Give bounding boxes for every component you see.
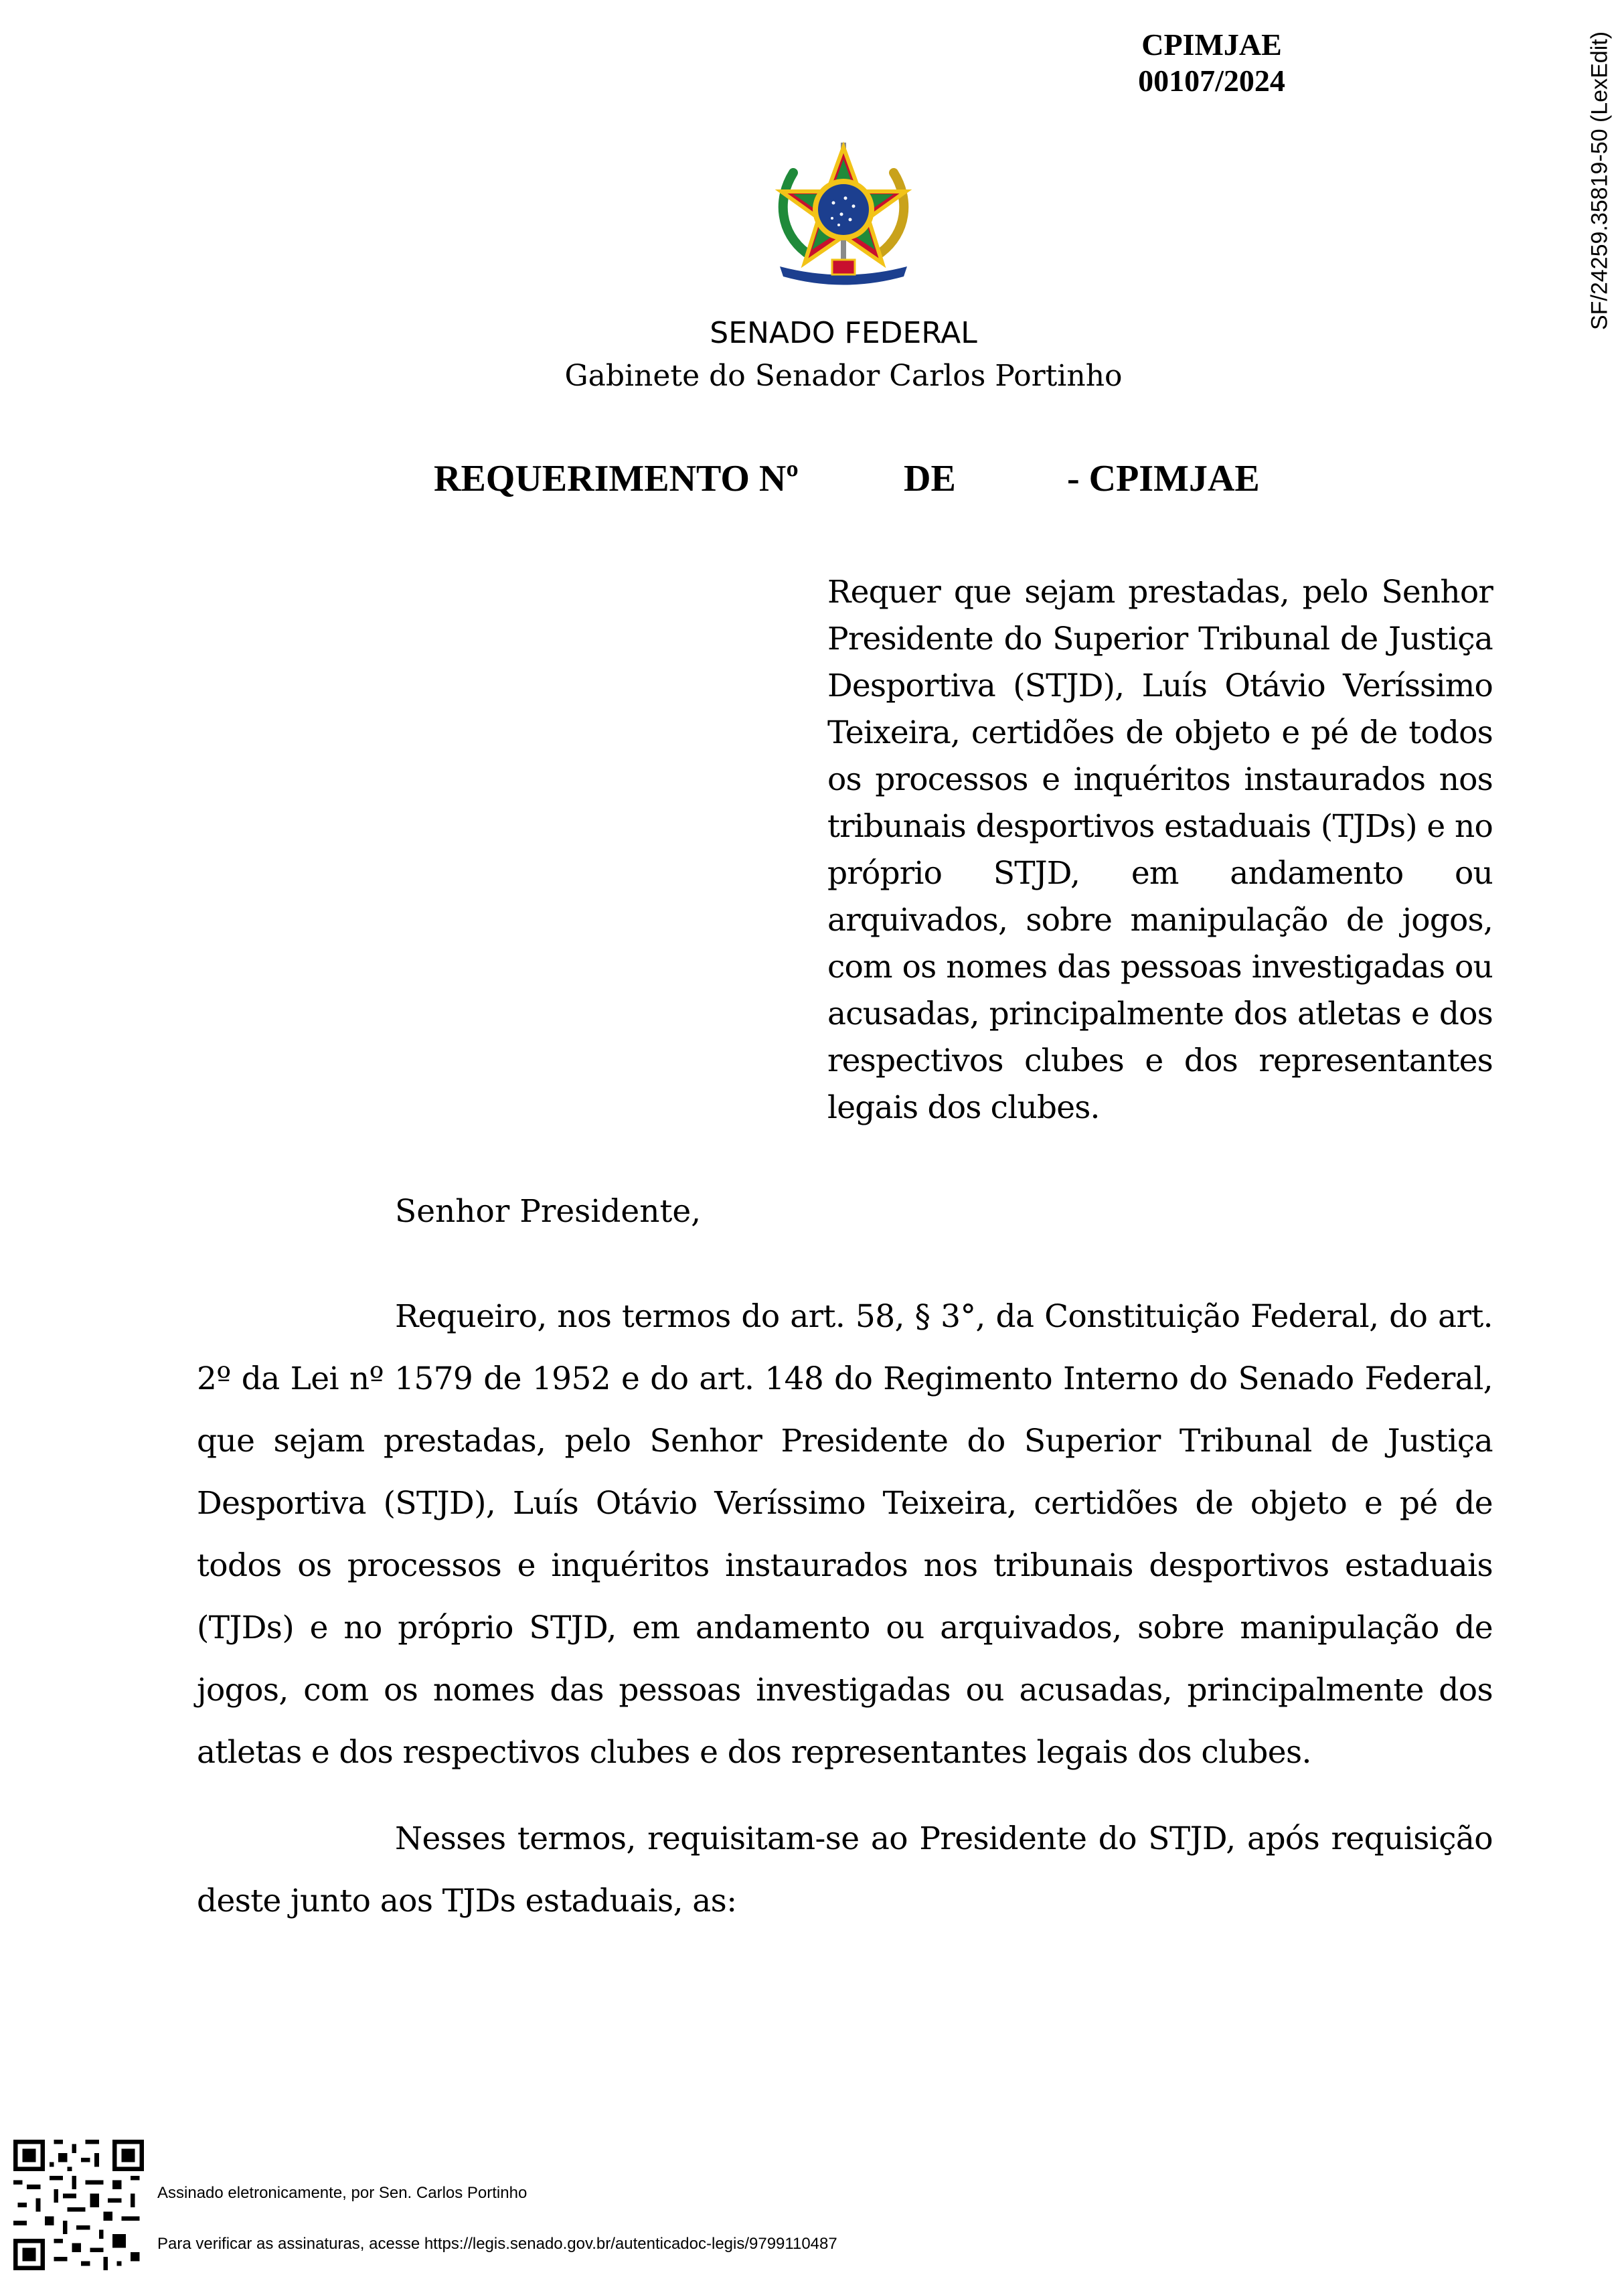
coat-of-arms-icon [766,139,920,293]
document-code-line-2: 00107/2024 [1138,64,1285,98]
ementa: Requer que sejam prestadas, pelo Senhor Presidente do Superior Tribunal de Justiça Desportiva (STJD), Luís Otávio Veríssimo Teixeira, certidões de objeto e pé de todos os processos e inquéritos instaurados nos tribunais desportivos estaduais (TJDs) e no próprio STJD, em andamento ou arquivados, sobre manipulação de jogos, com os nomes das pessoas investigadas ou acusadas, principalmente dos atletas e dos respectivos clubes e dos representantes legais dos clubes. [827,574,1493,1126]
title-requerimento: REQUERIMENTO Nº [434,458,799,499]
verification-note: Para verificar as assinaturas, acesse https://legis.senado.gov.br/autenticadoc-legis/9799110487 [157,2235,837,2253]
salutation: Senhor Presidente, [395,1193,702,1230]
signature-note: Assinado eletronicamente, por Sen. Carlos Portinho [157,2184,527,2202]
side-identifier: SF/24259.35819-50 (LexEdit) [1587,31,1613,331]
institution-name: SENADO FEDERAL [710,316,977,350]
body-paragraph-1: Requeiro, nos termos do art. 58, § 3°, da Constituição Federal, do art. 2º da Lei nº 1579 de 1952 e do art. 148 do Regimento Interno do Senado Federal, que sejam prestadas, pelo Senhor Presidente do Superior Tribunal de Justiça Desportiva (STJD), Luís Otávio Veríssimo Teixeira, certidões de objeto e pé de todos os processos e inquéritos instaurados nos tribunais desportivos estaduais (TJDs) e no próprio STJD, em andamento ou arquivados, sobre manipulação de jogos, com os nomes das pessoas investigadas ou acusadas, principalmente dos atletas e dos respectivos clubes e dos representantes legais dos clubes. [197,1298,1493,1771]
document-title [0,455,1624,502]
office-name: Gabinete do Senador Carlos Portinho [564,359,1123,393]
document-code [1031,27,1392,99]
title-committee: - CPIMJAE [1067,458,1260,499]
qr-code-icon [13,2140,144,2270]
title-de: DE [904,458,956,499]
document-code-line-1: CPIMJAE [1141,27,1282,62]
body-paragraph-2: Nesses termos, requisitam-se ao Presidente do STJD, após requisição deste junto aos TJDs estaduais, as: [197,1820,1493,1919]
